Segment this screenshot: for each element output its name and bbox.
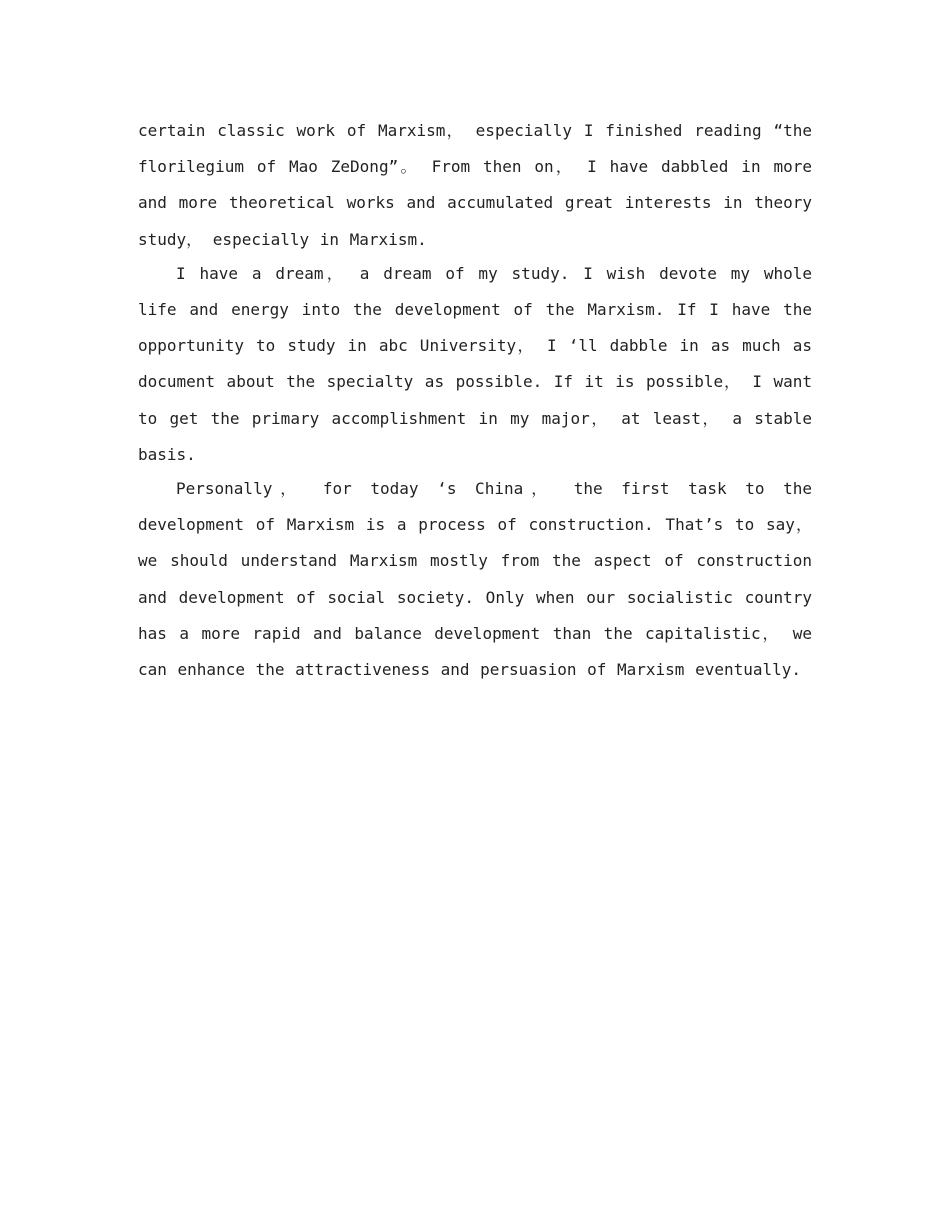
paragraph-1: certain classic work of Marxism， especially I finished reading “the florilegium of Mao ZeDong”。 From then on， I have dabbled in more and more theoretical works and accumulated great interests in theory study， especially in Marxism. [138,121,812,249]
paragraph-3: Personally， for today ‘s China， the first task to the development of Marxism is a process of construction. That’s to say， we should understand Marxism mostly from the aspect of construction and development of social society. Only when our socialistic country has a more rapid and balance development than the capitalistic， we can enhance the attractiveness and persuasion of Marxism eventually. [138,479,812,680]
paragraph-2: I have a dream， a dream of my study. I wish devote my whole life and energy into the development of the Marxism. If I have the opportunity to study in abc University， I ‘ll dabble in as much as document about the specialty as possible. If it is possible， I want to get the primary accomplishment in my major， at least， a stable basis. [138,263,813,464]
document-body [138,113,812,686]
